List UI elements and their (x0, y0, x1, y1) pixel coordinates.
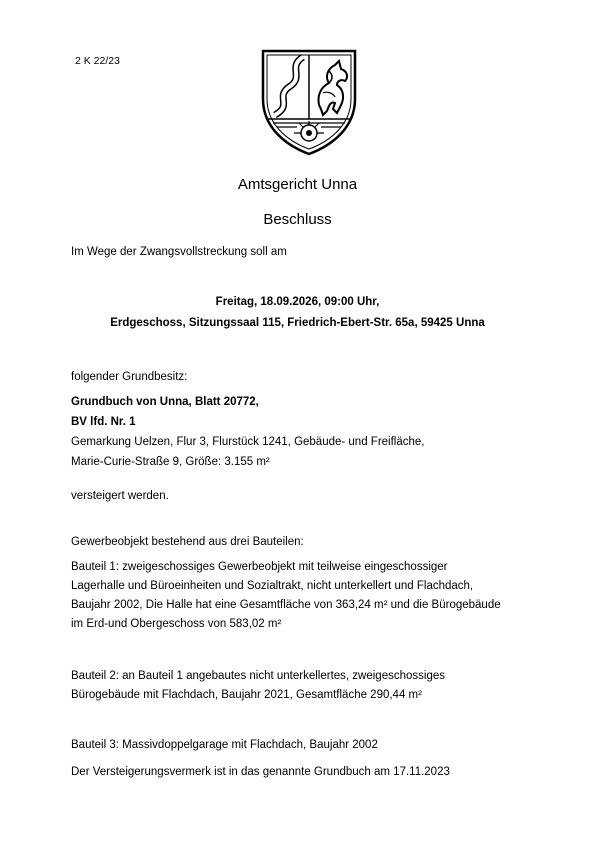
part3-line: Bauteil 3: Massivdoppelgarage mit Flachdach, Baujahr 2002 (71, 739, 378, 751)
auctioned-text: versteigert werden. (71, 490, 169, 502)
part2-line: Bauteil 2: an Bauteil 1 angebautes nicht unterkellertes, zweigeschossiges (71, 670, 445, 682)
appointment-location: Erdgeschoss, Sitzungssaal 115, Friedrich-Ebert-Str. 65a, 59425 Unna (110, 317, 485, 329)
intro-text: Im Wege der Zwangsvollstreckung soll am (71, 246, 287, 258)
part2-line: Bürogebäude mit Flachdach, Baujahr 2021, Gesamtfläche 290,44 m² (71, 689, 422, 701)
property-register: Grundbuch von Unna, Blatt 20772, (71, 396, 259, 408)
part1-line: Bauteil 1: zweigeschossiges Gewerbeobjekt mit teilweise eingeschossiger (71, 561, 448, 573)
property-address: Marie-Curie-Straße 9, Größe: 3.155 m² (71, 456, 270, 468)
document-title: Beschluss (263, 211, 332, 228)
description-intro: Gewerbeobjekt bestehend aus drei Bauteilen: (71, 536, 304, 548)
part1-line: im Erd-und Obergeschoss von 583,02 m² (71, 618, 282, 630)
footer-text: Der Versteigerungsvermerk ist in das genannte Grundbuch am 17.11.2023 (71, 766, 450, 778)
case-number: 2 K 22/23 (75, 55, 120, 67)
part1-line: Lagerhalle und Büroeinheiten und Sozialtrakt, nicht unterkellert und Flachdach, (71, 580, 474, 592)
part1-line: Baujahr 2002, Die Halle hat eine Gesamtfläche von 363,24 m² und die Bürogebäude (71, 599, 501, 611)
appointment-date: Freitag, 18.09.2026, 09:00 Uhr, (215, 296, 380, 308)
property-parcel: Gemarkung Uelzen, Flur 3, Flurstück 1241, Gebäude- und Freifläche, (71, 436, 425, 448)
court-name: Amtsgericht Unna (237, 176, 358, 193)
property-label: folgender Grundbesitz: (71, 371, 188, 383)
coat-of-arms-icon (259, 47, 359, 157)
property-bv: BV lfd. Nr. 1 (71, 416, 136, 428)
